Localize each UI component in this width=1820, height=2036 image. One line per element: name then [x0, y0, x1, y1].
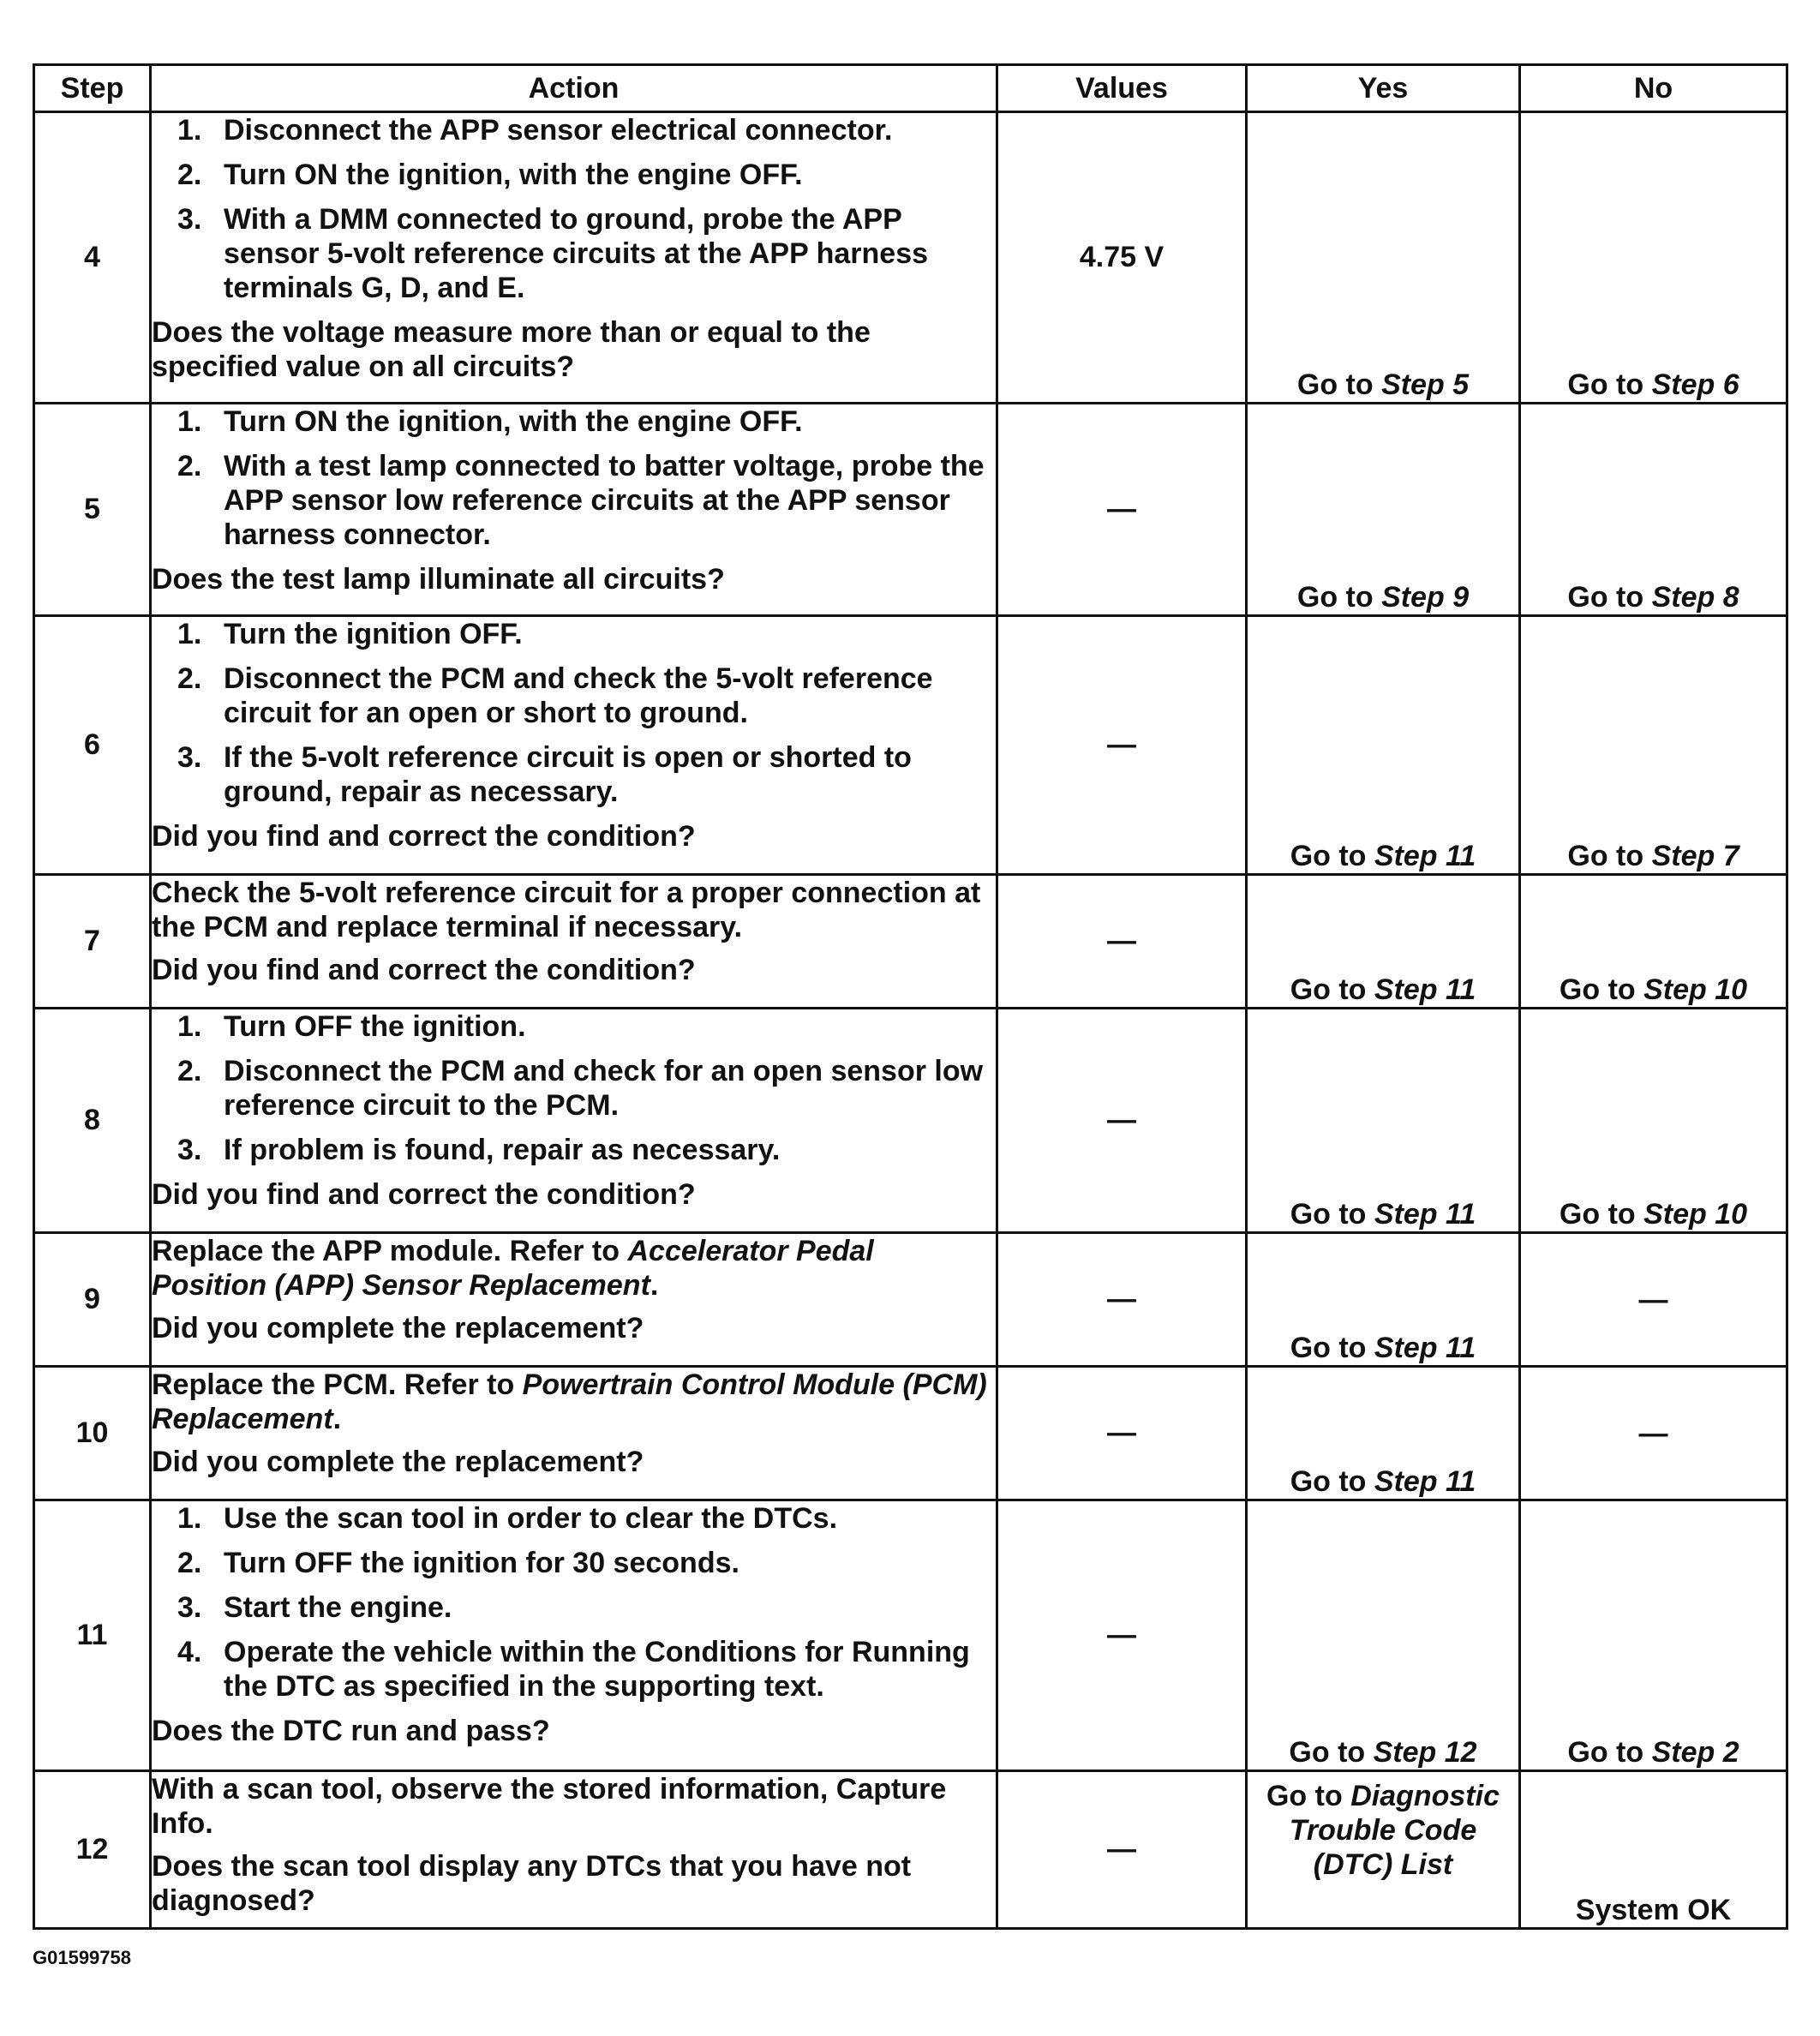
- table-row: [34, 404, 1787, 616]
- action-list: [152, 1009, 996, 1167]
- no-cell: —: [1520, 1367, 1787, 1500]
- yes-cell: Go to Step 5: [1247, 112, 1520, 404]
- table-row: [34, 1009, 1787, 1233]
- step-number: 7: [34, 875, 151, 1009]
- action-question: Did you find and correct the condition?: [152, 1178, 696, 1211]
- action-text: With a scan tool, observe the stored information, Capture Info.: [152, 1773, 947, 1840]
- step-number: 5: [34, 404, 151, 616]
- list-item: 3. If the 5-volt reference circuit is open or shorted to ground, repair as necessary.: [177, 741, 912, 808]
- step-number: 8: [34, 1009, 151, 1233]
- list-item: 3. With a DMM connected to ground, probe the APP sensor 5-volt reference circuits at the APP harness terminals G, D, and E.: [177, 203, 929, 304]
- action-question: Does the test lamp illuminate all circuits?: [152, 563, 725, 596]
- table-row: [34, 1500, 1787, 1771]
- table-row: [34, 875, 1787, 1009]
- value-cell: —: [997, 1233, 1247, 1367]
- header-step: Step: [34, 65, 151, 112]
- step-number: 12: [34, 1771, 151, 1929]
- action-text: Check the 5-volt reference circuit for a proper connection at the PCM and replace terminal if necessary.: [152, 877, 981, 943]
- action-list: [152, 113, 996, 305]
- diagnostic-table-container: [33, 63, 1786, 1930]
- action-list: [152, 1501, 996, 1704]
- yes-cell: Go to Step 11: [1247, 875, 1520, 1009]
- action-cell: [151, 616, 997, 875]
- diagnostic-table: [33, 63, 1788, 1930]
- table-row: [34, 112, 1787, 404]
- action-text: Replace the PCM. Refer to Powertrain Control Module (PCM) Replacement.: [152, 1368, 987, 1435]
- step-number: 6: [34, 616, 151, 875]
- step-number: 9: [34, 1233, 151, 1367]
- list-item: 2. Disconnect the PCM and check the 5-volt reference circuit for an open or short to ground.: [177, 662, 933, 729]
- action-cell: [151, 404, 997, 616]
- list-item: 1. Turn the ignition OFF.: [177, 618, 523, 650]
- figure-id: G01599758: [33, 1947, 131, 1968]
- header-no: No: [1520, 65, 1787, 112]
- table-row: [34, 1233, 1787, 1367]
- value-cell: 4.75 V: [997, 112, 1247, 404]
- action-cell: [151, 875, 997, 1009]
- no-cell: Go to Step 2: [1520, 1500, 1787, 1771]
- yes-cell: Go to Step 11: [1247, 1009, 1520, 1233]
- action-cell: [151, 1771, 997, 1929]
- list-item: 4. Operate the vehicle within the Conditions for Running the DTC as specified in the supporting text.: [177, 1636, 970, 1703]
- action-question: Does the scan tool display any DTCs that you have not diagnosed?: [152, 1850, 912, 1917]
- yes-cell: Go to Step 11: [1247, 616, 1520, 875]
- list-item: 1. Turn ON the ignition, with the engine OFF.: [177, 405, 803, 438]
- yes-cell: Go to Step 9: [1247, 404, 1520, 616]
- header-values: Values: [997, 65, 1247, 112]
- list-item: 3. If problem is found, repair as necessary.: [177, 1134, 781, 1166]
- no-cell: Go to Step 10: [1520, 875, 1787, 1009]
- list-item: 2. Disconnect the PCM and check for an open sensor low reference circuit to the PCM.: [177, 1055, 984, 1122]
- no-cell: —: [1520, 1233, 1787, 1367]
- action-question: Did you complete the replacement?: [152, 1446, 644, 1478]
- no-cell: Go to Step 7: [1520, 616, 1787, 875]
- yes-cell: Go to Step 11: [1247, 1233, 1520, 1367]
- step-number: 11: [34, 1500, 151, 1771]
- no-cell: Go to Step 8: [1520, 404, 1787, 616]
- value-cell: —: [997, 1500, 1247, 1771]
- list-item: 1. Use the scan tool in order to clear the DTCs.: [177, 1502, 838, 1535]
- action-question: Did you find and correct the condition?: [152, 954, 696, 986]
- value-cell: —: [997, 616, 1247, 875]
- action-cell: [151, 1500, 997, 1771]
- no-cell: Go to Step 6: [1520, 112, 1787, 404]
- list-item: 2. With a test lamp connected to batter voltage, probe the APP sensor low reference circuits at the APP sensor harness connector.: [177, 450, 985, 551]
- action-question: Did you find and correct the condition?: [152, 820, 696, 853]
- value-cell: —: [997, 404, 1247, 616]
- value-cell: —: [997, 1771, 1247, 1929]
- list-item: 2. Turn ON the ignition, with the engine OFF.: [177, 159, 803, 191]
- header-row: [34, 65, 1787, 112]
- action-question: Did you complete the replacement?: [152, 1312, 644, 1344]
- value-cell: —: [997, 1009, 1247, 1233]
- table-row: [34, 1367, 1787, 1500]
- no-cell: Go to Step 10: [1520, 1009, 1787, 1233]
- yes-cell: Go to Step 11: [1247, 1367, 1520, 1500]
- action-question: Does the voltage measure more than or equal to the specified value on all circuits?: [152, 316, 871, 383]
- action-cell: [151, 112, 997, 404]
- header-action: Action: [151, 65, 997, 112]
- action-question: Does the DTC run and pass?: [152, 1715, 550, 1747]
- value-cell: —: [997, 1367, 1247, 1500]
- step-number: 10: [34, 1367, 151, 1500]
- no-cell: System OK: [1520, 1771, 1787, 1929]
- action-cell: [151, 1009, 997, 1233]
- table-row: [34, 616, 1787, 875]
- list-item: 3. Start the engine.: [177, 1591, 452, 1624]
- action-cell: [151, 1233, 997, 1367]
- value-cell: —: [997, 875, 1247, 1009]
- step-number: 4: [34, 112, 151, 404]
- header-yes: Yes: [1247, 65, 1520, 112]
- list-item: 1. Turn OFF the ignition.: [177, 1010, 526, 1043]
- list-item: 2. Turn OFF the ignition for 30 seconds.: [177, 1547, 739, 1579]
- table-row: [34, 1771, 1787, 1929]
- action-list: [152, 404, 996, 552]
- action-cell: [151, 1367, 997, 1500]
- action-list: [152, 617, 996, 809]
- yes-cell: Go to Step 12: [1247, 1500, 1520, 1771]
- yes-cell: Go to Diagnostic Trouble Code (DTC) List: [1247, 1771, 1520, 1929]
- list-item: 1. Disconnect the APP sensor electrical connector.: [177, 114, 893, 147]
- action-text: Replace the APP module. Refer to Accelerator Pedal Position (APP) Sensor Replacement.: [152, 1235, 874, 1302]
